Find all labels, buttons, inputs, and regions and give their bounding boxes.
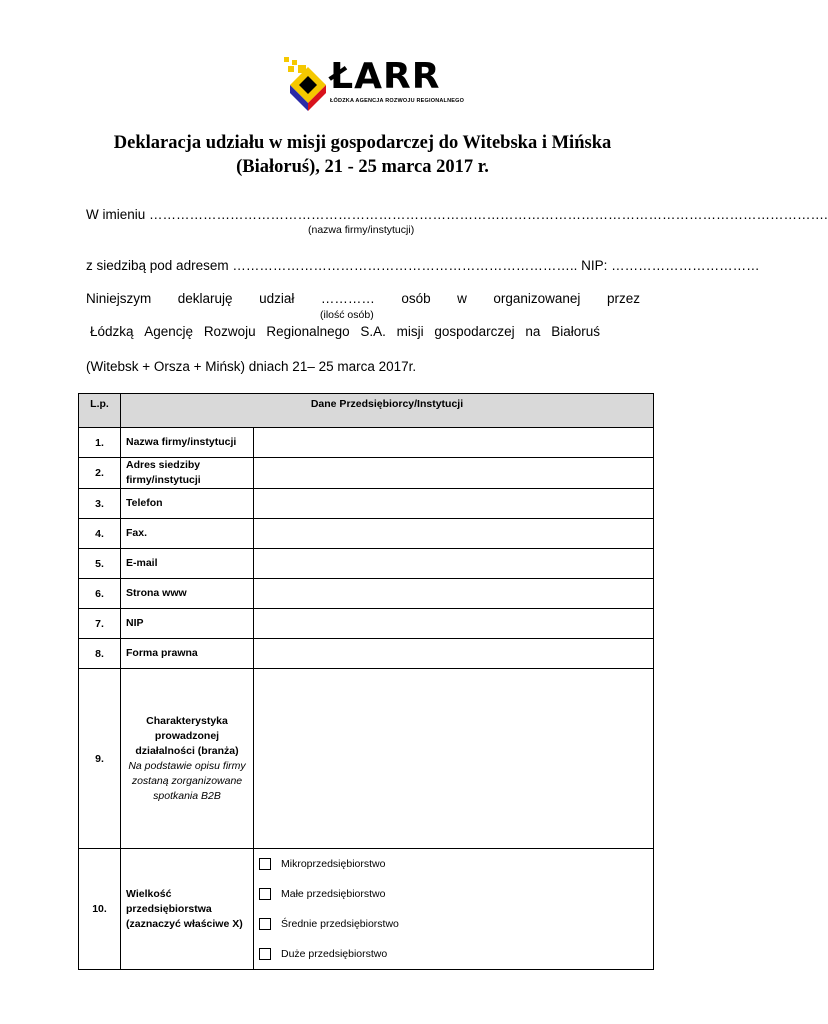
agency-word: na xyxy=(525,324,541,339)
declare-word: osób xyxy=(401,291,431,306)
agency-word: Agencję xyxy=(144,324,194,339)
row-number: 1. xyxy=(79,428,121,458)
address-nip-line: z siedzibą pod adresem ………………………………………………………………….. NIP: …………………………… xyxy=(86,258,760,273)
agency-line xyxy=(90,324,600,339)
header-lp: L.p. xyxy=(79,394,121,428)
row-number: 7. xyxy=(79,609,121,639)
agency-word: gospodarczej xyxy=(434,324,515,339)
checkbox[interactable] xyxy=(259,918,271,930)
row-number: 9. xyxy=(79,669,121,849)
row-number: 10. xyxy=(79,849,121,970)
row-label: NIP xyxy=(121,609,254,639)
option-label: Duże przedsiębiorstwo xyxy=(281,948,388,960)
legal-form-field[interactable] xyxy=(254,639,654,669)
row-number: 8. xyxy=(79,639,121,669)
agency-word: misji xyxy=(396,324,424,339)
declare-word: przez xyxy=(606,291,640,306)
logo-subtitle: ŁÓDZKA AGENCJA ROZWOJU REGIONALNEGO xyxy=(330,98,465,104)
company-name-field[interactable] xyxy=(254,428,654,458)
declare-word: deklaruję xyxy=(177,291,233,306)
checkbox[interactable] xyxy=(259,888,271,900)
person-count-hint: (ilość osób) xyxy=(320,309,374,321)
size-option-medium[interactable] xyxy=(259,909,648,939)
option-label: Mikroprzedsiębiorstwo xyxy=(281,858,386,870)
fax-field[interactable] xyxy=(254,519,654,549)
route-dates-line: (Witebsk + Orsza + Mińsk) dniach 21– 25 marca 2017r. xyxy=(86,359,417,374)
agency-word: Łódzką xyxy=(90,324,134,339)
table-row xyxy=(79,489,654,519)
table-row xyxy=(79,579,654,609)
company-name-hint: (nazwa firmy/instytucji) xyxy=(308,224,415,236)
table-row xyxy=(79,639,654,669)
checkbox[interactable] xyxy=(259,858,271,870)
row-number: 3. xyxy=(79,489,121,519)
row-label: Adres siedziby firmy/instytucji xyxy=(121,458,254,489)
agency-word: Rozwoju xyxy=(203,324,256,339)
row-label: E-mail xyxy=(121,549,254,579)
size-option-small[interactable] xyxy=(259,879,648,909)
person-count-blank: ………… xyxy=(320,291,375,306)
title-line-2: (Białoruś), 21 - 25 marca 2017 r. xyxy=(236,157,489,177)
table-row xyxy=(79,549,654,579)
larr-logo xyxy=(282,55,465,115)
declare-word: udział xyxy=(259,291,295,306)
row-label: Telefon xyxy=(121,489,254,519)
row-number: 2. xyxy=(79,458,121,489)
checkbox[interactable] xyxy=(259,948,271,960)
option-label: Małe przedsiębiorstwo xyxy=(281,888,386,900)
activity-label: Charakterystyka prowadzonej działalności (branża) xyxy=(135,714,239,757)
table-row xyxy=(79,609,654,639)
phone-field[interactable] xyxy=(254,489,654,519)
table-header-row xyxy=(79,394,654,428)
row-number: 4. xyxy=(79,519,121,549)
address-field[interactable] xyxy=(254,458,654,489)
row-label: Forma prawna xyxy=(121,639,254,669)
row-number: 5. xyxy=(79,549,121,579)
company-data-table xyxy=(78,393,654,970)
activity-description-field[interactable] xyxy=(254,669,654,849)
document-title xyxy=(0,131,725,179)
declare-word: w xyxy=(457,291,467,306)
table-row xyxy=(79,849,654,970)
declare-word: organizowanej xyxy=(493,291,581,306)
header-company-data: Dane Przedsiębiorcy/Instytucji xyxy=(121,394,654,428)
agency-word: S.A. xyxy=(360,324,386,339)
agency-word: Białoruś xyxy=(551,324,600,339)
row-label-activity xyxy=(121,669,254,849)
table-row xyxy=(79,669,654,849)
agency-word: Regionalnego xyxy=(266,324,350,339)
logo-wordmark: ŁARR xyxy=(330,56,441,97)
declare-word: Niniejszym xyxy=(86,291,152,306)
row-label: Nazwa firmy/instytucji xyxy=(121,428,254,458)
row-label: Fax. xyxy=(121,519,254,549)
option-label: Średnie przedsiębiorstwo xyxy=(281,918,399,930)
table-row xyxy=(79,519,654,549)
company-size-options xyxy=(254,849,654,970)
row-label: Strona www xyxy=(121,579,254,609)
row-number: 6. xyxy=(79,579,121,609)
company-name-line: W imieniu ……………………………………………………………………………………………………………………………………. xyxy=(86,207,828,222)
table-row xyxy=(79,458,654,489)
title-line-1: Deklaracja udziału w misji gospodarczej do Witebska i Mińska xyxy=(113,133,612,153)
declaration-line xyxy=(86,291,640,306)
activity-note: Na podstawie opisu firmy zostaną zorganizowane spotkania B2B xyxy=(128,759,246,802)
email-field[interactable] xyxy=(254,549,654,579)
table-row xyxy=(79,428,654,458)
company-size-label: Wielkość przedsiębiorstwa (zaznaczyć właściwe X) xyxy=(121,849,254,970)
size-option-large[interactable] xyxy=(259,939,648,969)
size-option-micro[interactable] xyxy=(259,849,648,879)
nip-field[interactable] xyxy=(254,609,654,639)
website-field[interactable] xyxy=(254,579,654,609)
larr-logo-mark xyxy=(282,55,330,113)
